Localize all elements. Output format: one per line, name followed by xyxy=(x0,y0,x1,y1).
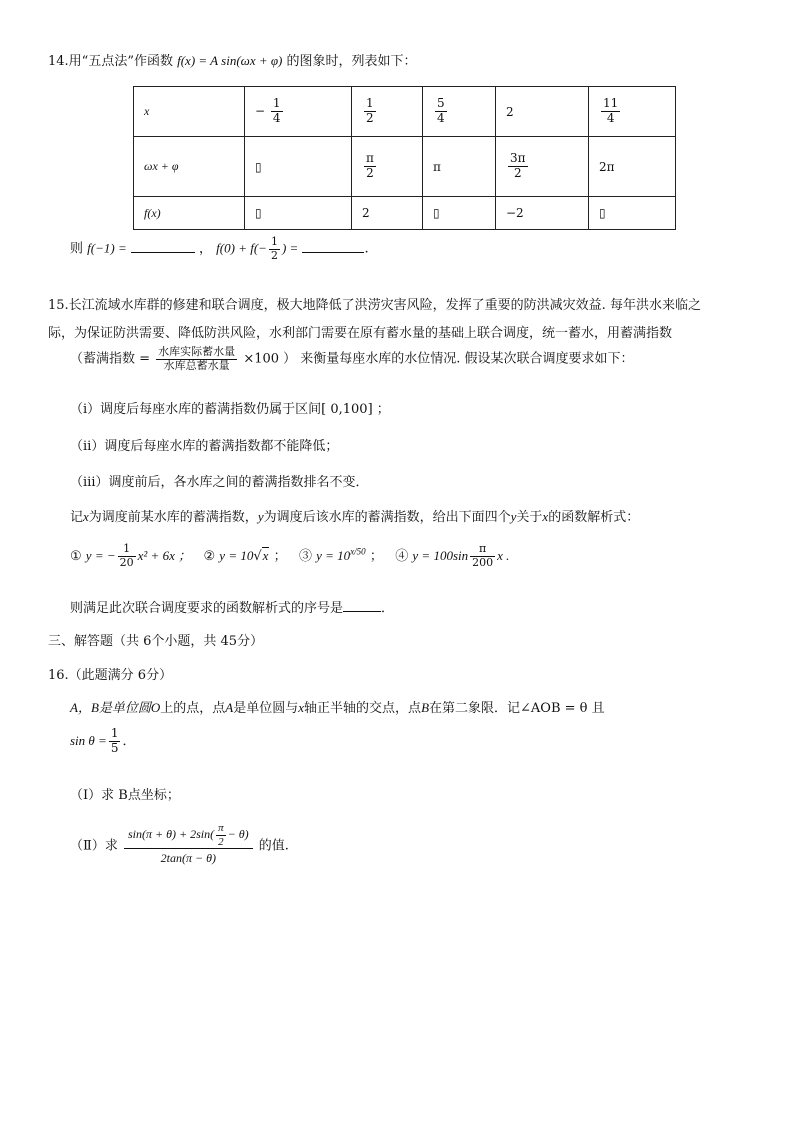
answer-blank-3[interactable] xyxy=(343,599,381,612)
q14-answer-line: 则 f(−1) = ， f(0) + f(− $\frac{1}{2}$ ) = . xyxy=(70,235,369,262)
q15-question: 则满足此次联合调度要求的函数解析式的序号是 ． xyxy=(70,601,395,616)
f-cell-1: ▯ xyxy=(245,197,352,230)
option-3: ③ $y = 10^{x/50}$ ； xyxy=(298,546,383,564)
table-row-x xyxy=(134,87,676,137)
x-cell-5: $\frac{11}{4}$ xyxy=(589,87,676,137)
q15-condition-2: （ⅱ）调度后每座水库的蓄满指数都不能降低； xyxy=(70,439,339,454)
q14-table xyxy=(133,86,676,230)
phase-cell-1: ▯ xyxy=(245,137,352,197)
q14-function: f(x) = A sin(ωx + φ) xyxy=(177,53,283,68)
x-cell-3: $\frac{5}{4}$ xyxy=(423,87,496,137)
phase-cell-5: 2π xyxy=(589,137,676,197)
q15-line1: 15.长江流域水库群的修建和联合调度，极大地降低了洪涝灾害风险，发挥了重要的防洪减灾效益. 每年洪水来临之 xyxy=(48,298,701,313)
q14-stem: 14.用“五点法”作函数 f(x) = A sin(ωx + φ) 的图象时，列表如下： xyxy=(48,53,417,69)
option-4: ④ y = 100sin $\frac{\pi}{200}$ x . xyxy=(395,542,510,569)
option-1: ① y = − $\frac{1}{20}$ x² + 6x ； xyxy=(70,542,192,569)
f-cell-2: 2 xyxy=(352,197,423,230)
phase-cell-4: $\frac{3\pi}{2}$ xyxy=(496,137,589,197)
q16-sin-given: sin θ = $\frac{1}{5}$ ． xyxy=(70,726,136,755)
option-2: ② y = 10√x ； xyxy=(203,547,287,564)
answer-blank-2[interactable] xyxy=(302,240,364,253)
q16-part1: （Ⅰ）求 B点坐标； xyxy=(70,788,180,803)
table-row-phase xyxy=(134,137,676,197)
q16-part2: （Ⅱ）求 sin(π + θ) + 2sin( $\frac{\pi}{2}$ − θ) 2tan(π − θ) 的值. xyxy=(70,822,289,866)
q15-condition-3: （ⅲ）调度前后，各水库之间的蓄满指数排名不变． xyxy=(70,475,369,490)
answer-blank-1[interactable] xyxy=(131,240,195,253)
f-cell-4: −2 xyxy=(496,197,589,230)
q16-statement: A，B是单位圆O上的点，点A是单位圆与x轴正半轴的交点，点B在第二象限．记∠AOB = θ 且 xyxy=(70,700,605,716)
q15-condition-1: （ⅰ）调度后每座水库的蓄满指数仍属于区间[ 0,100] ； xyxy=(70,402,390,417)
section-title: 三、解答题（共 6个小题，共 45分） xyxy=(48,634,264,649)
q15-note: 记x为调度前某水库的蓄满指数，y为调度后该水库的蓄满指数，给出下面四个y关于x的函数解析式： xyxy=(70,509,640,525)
q16-expression: sin(π + θ) + 2sin( $\frac{\pi}{2}$ − θ) 2tan(π − θ) xyxy=(124,822,253,866)
x-cell-4: 2 xyxy=(496,87,589,137)
f-cell-5: ▯ xyxy=(589,197,676,230)
q15-line2: 际，为保证防洪需要、降低防洪风险，水利部门需要在原有蓄水量的基础上联合调度，统一蓄水，用蓄满指数 xyxy=(48,326,673,341)
q16-title: 16.（此题满分 6分） xyxy=(48,668,173,683)
phase-cell-3: π xyxy=(423,137,496,197)
x-cell-1: − $\frac{1}{4}$ xyxy=(245,87,352,137)
q15-options xyxy=(70,543,509,569)
row-label-f: f(x) xyxy=(134,197,245,230)
x-cell-2: $\frac{1}{2}$ xyxy=(352,87,423,137)
row-label-x: x xyxy=(134,87,245,137)
row-label-phase: ωx + φ xyxy=(134,137,245,197)
q15-formula-line: （蓄满指数 = $\frac{\text{水库实际蓄水量}}{\text{水库总蓄水量}}$ ×100 ） 来衡量每座水库的水位情况. 假设某次联合调度要求如下： xyxy=(70,345,634,372)
phase-cell-2: $\frac{\pi}{2}$ xyxy=(352,137,423,197)
f-cell-3: ▯ xyxy=(423,197,496,230)
table-row-f xyxy=(134,197,676,230)
